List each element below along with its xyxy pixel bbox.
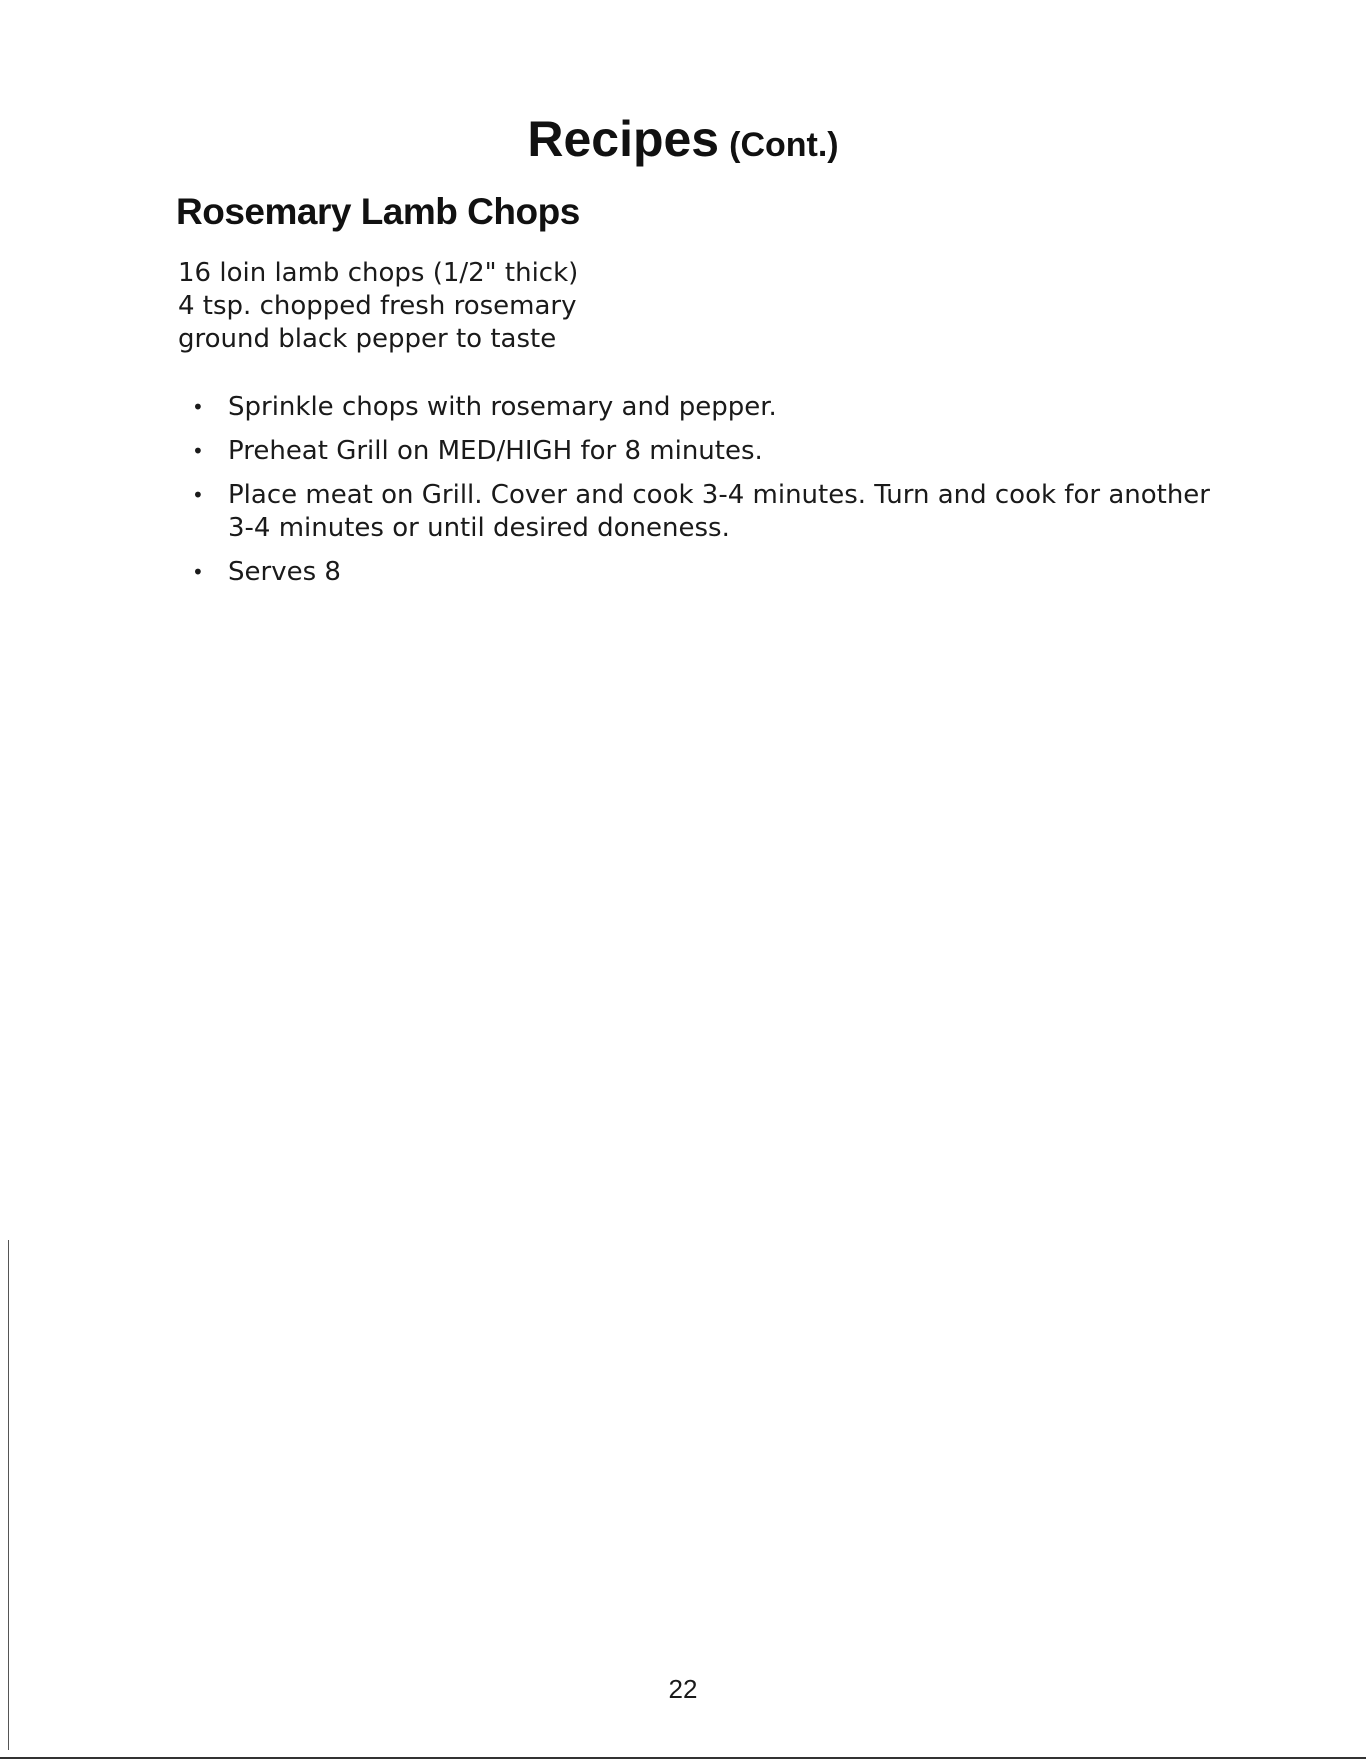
instruction-text: Place meat on Grill. Cover and cook 3-4 minutes. Turn and cook for another 3-4 minutes or until desired doneness. [228,480,1210,543]
instruction-item [190,479,1240,545]
bullet-icon: • [192,483,204,507]
scan-edge-bottom [0,1757,1366,1759]
ingredient-item: ground black pepper to taste [178,324,557,354]
ingredient-item: 4 tsp. chopped fresh rosemary [178,291,577,321]
ingredient-item: 16 loin lamb chops (1/2" thick) [178,258,579,288]
page-title-main: Recipes [527,111,720,167]
page-number: 22 [668,1674,698,1704]
instruction-text: Sprinkle chops with rosemary and pepper. [228,392,777,422]
page-title-suffix: (Cont.) [729,126,839,164]
bullet-icon: • [192,439,204,463]
page-title [0,111,1366,167]
instruction-text: Preheat Grill on MED/HIGH for 8 minutes. [228,436,763,466]
instruction-text: Serves 8 [228,557,341,587]
scan-edge-left [8,1240,9,1750]
instruction-item [190,556,1240,589]
instruction-item [190,435,1240,468]
bullet-icon: • [192,395,204,419]
instruction-item [190,391,1240,424]
recipe-title: Rosemary Lamb Chops [176,191,580,232]
ingredient-list [178,257,578,356]
instruction-list [190,391,1240,600]
bullet-icon: • [192,560,204,584]
